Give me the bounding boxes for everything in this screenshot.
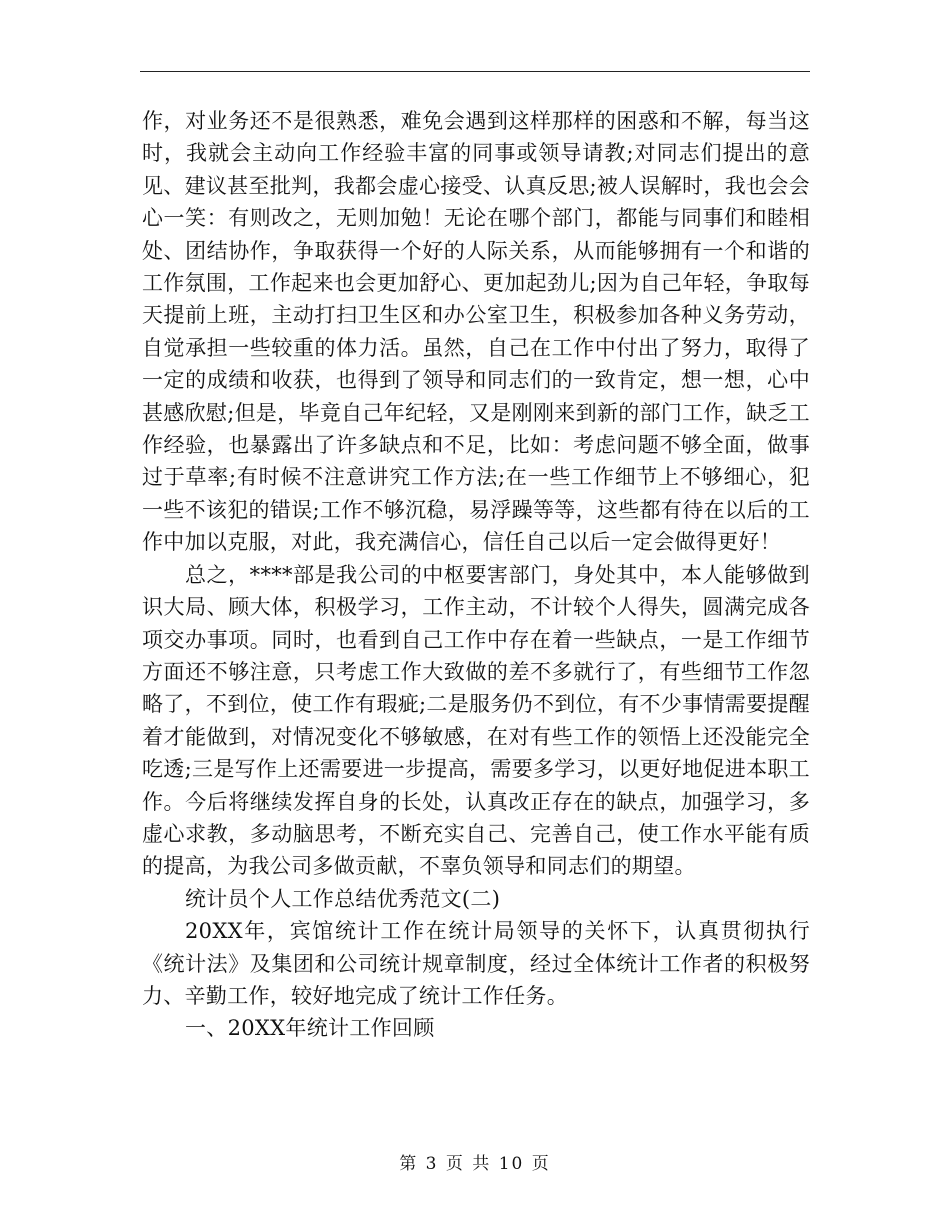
header-rule	[140, 71, 810, 72]
paragraph-intro: 20XX年，宾馆统计工作在统计局领导的关怀下，认真贯彻执行《统计法》及集团和公司统计规章制度，经过全体统计工作者的积极努力、辛勤工作，较好地完成了统计工作任务。	[142, 919, 810, 1008]
paragraph-summary: 总之，****部是我公司的中枢要害部门，身处其中，本人能够做到识大局、顾大体，积极学习，工作主动，不计较个人得失，圆满完成各项交办事项。同时，也看到自己工作中存在着一些缺点，一是工作细节方面还不够注意，只考虑工作大致做的差不多就行了，有些细节工作忽略了，不到位，使工作有瑕疵;二是服务仍不到位，有不少事情需要提醒着才能做到，对情况变化不够敏感，在对有些工作的领悟上还没能完全吃透;三是写作上还需要进一步提高，需要多学习，以更好地促进本职工作。今后将继续发挥自身的长处，认真改正存在的缺点，加强学习，多虚心求教，多动脑思考，不断充实自己、完善自己，使工作水平能有质的提高，为我公司多做贡献，不辜负领导和同志们的期望。	[142, 562, 810, 879]
paragraph-continuation: 作，对业务还不是很熟悉，难免会遇到这样那样的困惑和不解，每当这时，我就会主动向工作经验丰富的同事或领导请教;对同志们提出的意见、建议甚至批判，我都会虚心接受、认真反思;被人误解时，我也会会心一笑：有则改之，无则加勉！无论在哪个部门，都能与同事们和睦相处、团结协作，争取获得一个好的人际关系，从而能够拥有一个和谐的工作氛围，工作起来也会更加舒心、更加起劲儿;因为自己年轻，争取每天提前上班，主动打扫卫生区和办公室卫生，积极参加各种义务劳动，自觉承担一些较重的体力活。虽然，自己在工作中付出了努力，取得了一定的成绩和收获，也得到了领导和同志们的一致肯定，想一想，心中甚感欣慰;但是，毕竟自己年纪轻，又是刚刚来到新的部门工作，缺乏工作经验，也暴露出了许多缺点和不足，比如：考虑问题不够全面，做事过于草率;有时候不注意讲究工作方法;在一些工作细节上不够细心，犯一些不该犯的错误;工作不够沉稳，易浮躁等等，这些都有待在以后的工作中加以克服，对此，我充满信心，信任自己以后一定会做得更好！	[142, 109, 810, 555]
document-body	[142, 105, 810, 1045]
section-title: 统计员个人工作总结优秀范文(二)	[185, 886, 501, 911]
page-number-footer: 第 3 页 共 10 页	[399, 1154, 551, 1174]
section-heading: 一、20XX年统计工作回顾	[185, 1016, 435, 1041]
